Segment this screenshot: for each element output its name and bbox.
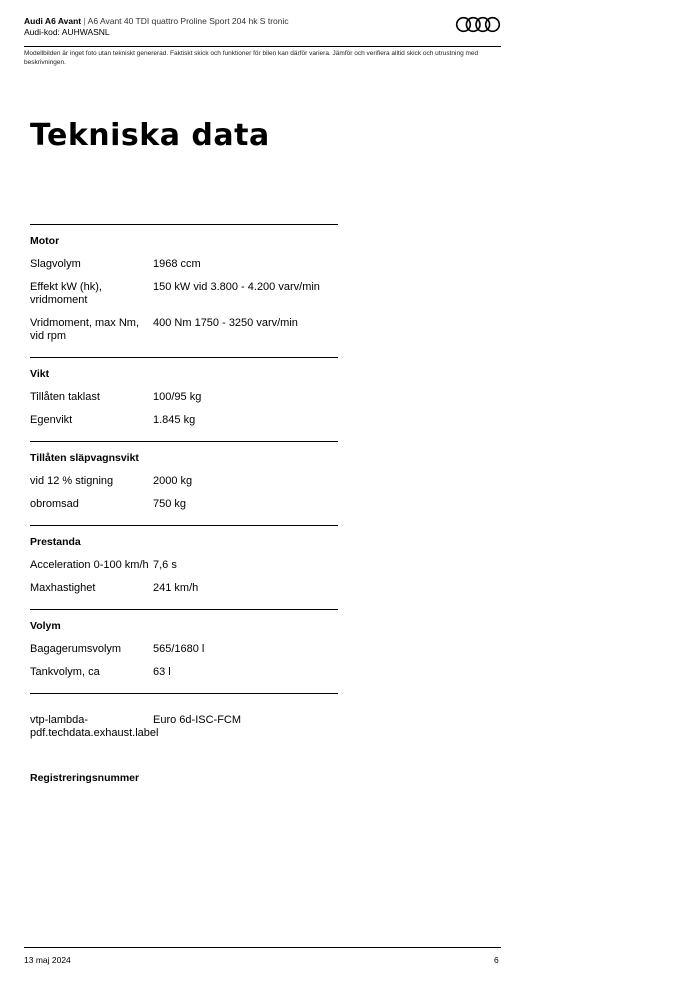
spec-value: 750 kg [153, 498, 187, 510]
spec-label: Bagagerumsvolym [30, 643, 122, 655]
section-volym [30, 609, 338, 693]
spec-value: 100/95 kg [153, 391, 202, 403]
audi-rings-logo-icon [455, 16, 501, 33]
spec-label: Slagvolym [30, 258, 81, 270]
header-divider [24, 46, 501, 47]
section-exhaust [30, 693, 338, 754]
spec-label: Egenvikt [30, 414, 73, 426]
section-title: Tillåten släpvagnsvikt [30, 452, 139, 464]
spec-value: 565/1680 l [153, 643, 205, 655]
spec-row [30, 258, 338, 271]
spec-value: 400 Nm 1750 - 3250 varv/min [153, 317, 298, 329]
spec-row [30, 559, 338, 572]
spec-value: 1.845 kg [153, 414, 196, 426]
spec-label: Tankvolym, ca [30, 666, 100, 678]
audi-code: Audi-kod: AUHWASNL [24, 27, 110, 37]
spec-value: 63 l [153, 666, 171, 678]
spec-row [30, 666, 338, 679]
document-header [24, 16, 501, 38]
spec-label: Acceleration 0-100 km/h [30, 559, 149, 571]
spec-table [30, 224, 338, 754]
spec-row [30, 714, 338, 740]
spec-row [30, 281, 338, 307]
section-title: Motor [30, 235, 60, 247]
spec-label: vtp-lambda-pdf.techdata.exhaust.label [30, 714, 159, 739]
spec-value: 1968 ccm [153, 258, 201, 270]
section-title: Volym [30, 620, 61, 632]
spec-label: Maxhastighet [30, 582, 96, 594]
section-title: Prestanda [30, 536, 81, 548]
section-title: Vikt [30, 368, 50, 380]
spec-value: Euro 6d-ISC-FCM [153, 714, 242, 726]
spec-row [30, 582, 338, 595]
spec-row [30, 414, 338, 427]
spec-label: obromsad [30, 498, 79, 510]
header-model-line [24, 16, 501, 27]
spec-label: Vridmoment, max Nm, vid rpm [30, 317, 140, 342]
spec-label: Tillåten taklast [30, 391, 100, 403]
spec-row [30, 317, 338, 343]
model-variant: A6 Avant 40 TDI quattro Proline Sport 204 hk S tronic [87, 16, 289, 26]
spec-value: 241 km/h [153, 582, 199, 594]
spec-row [30, 475, 338, 488]
spec-label: vid 12 % stigning [30, 475, 114, 487]
spec-label: Effekt kW (hk), vridmoment [30, 281, 102, 306]
page-title: Tekniska data [30, 118, 270, 153]
spec-value: 150 kW vid 3.800 - 4.200 varv/min [153, 281, 320, 293]
spec-row [30, 498, 338, 511]
section-slapvagnsvikt [30, 441, 338, 525]
disclaimer-text: Modellbilden är inget foto utan tekniskt genererad. Faktiskt skick och funktioner för bilen kan därför variera. Jämför och verifiera alltid skick och utrustning med beskrivningen. [24, 50, 479, 66]
section-motor [30, 224, 338, 357]
spec-row [30, 643, 338, 656]
model-name: Audi A6 Avant [24, 16, 82, 26]
footer-divider [24, 947, 501, 948]
footer-date: 13 maj 2024 [24, 955, 71, 965]
section-prestanda [30, 525, 338, 609]
header-separator: | [83, 16, 86, 26]
registration-number-title: Registreringsnummer [30, 772, 140, 784]
section-vikt [30, 357, 338, 441]
spec-row [30, 391, 338, 404]
page-number: 6 [494, 955, 499, 965]
spec-value: 2000 kg [153, 475, 193, 487]
spec-value: 7,6 s [153, 559, 177, 571]
